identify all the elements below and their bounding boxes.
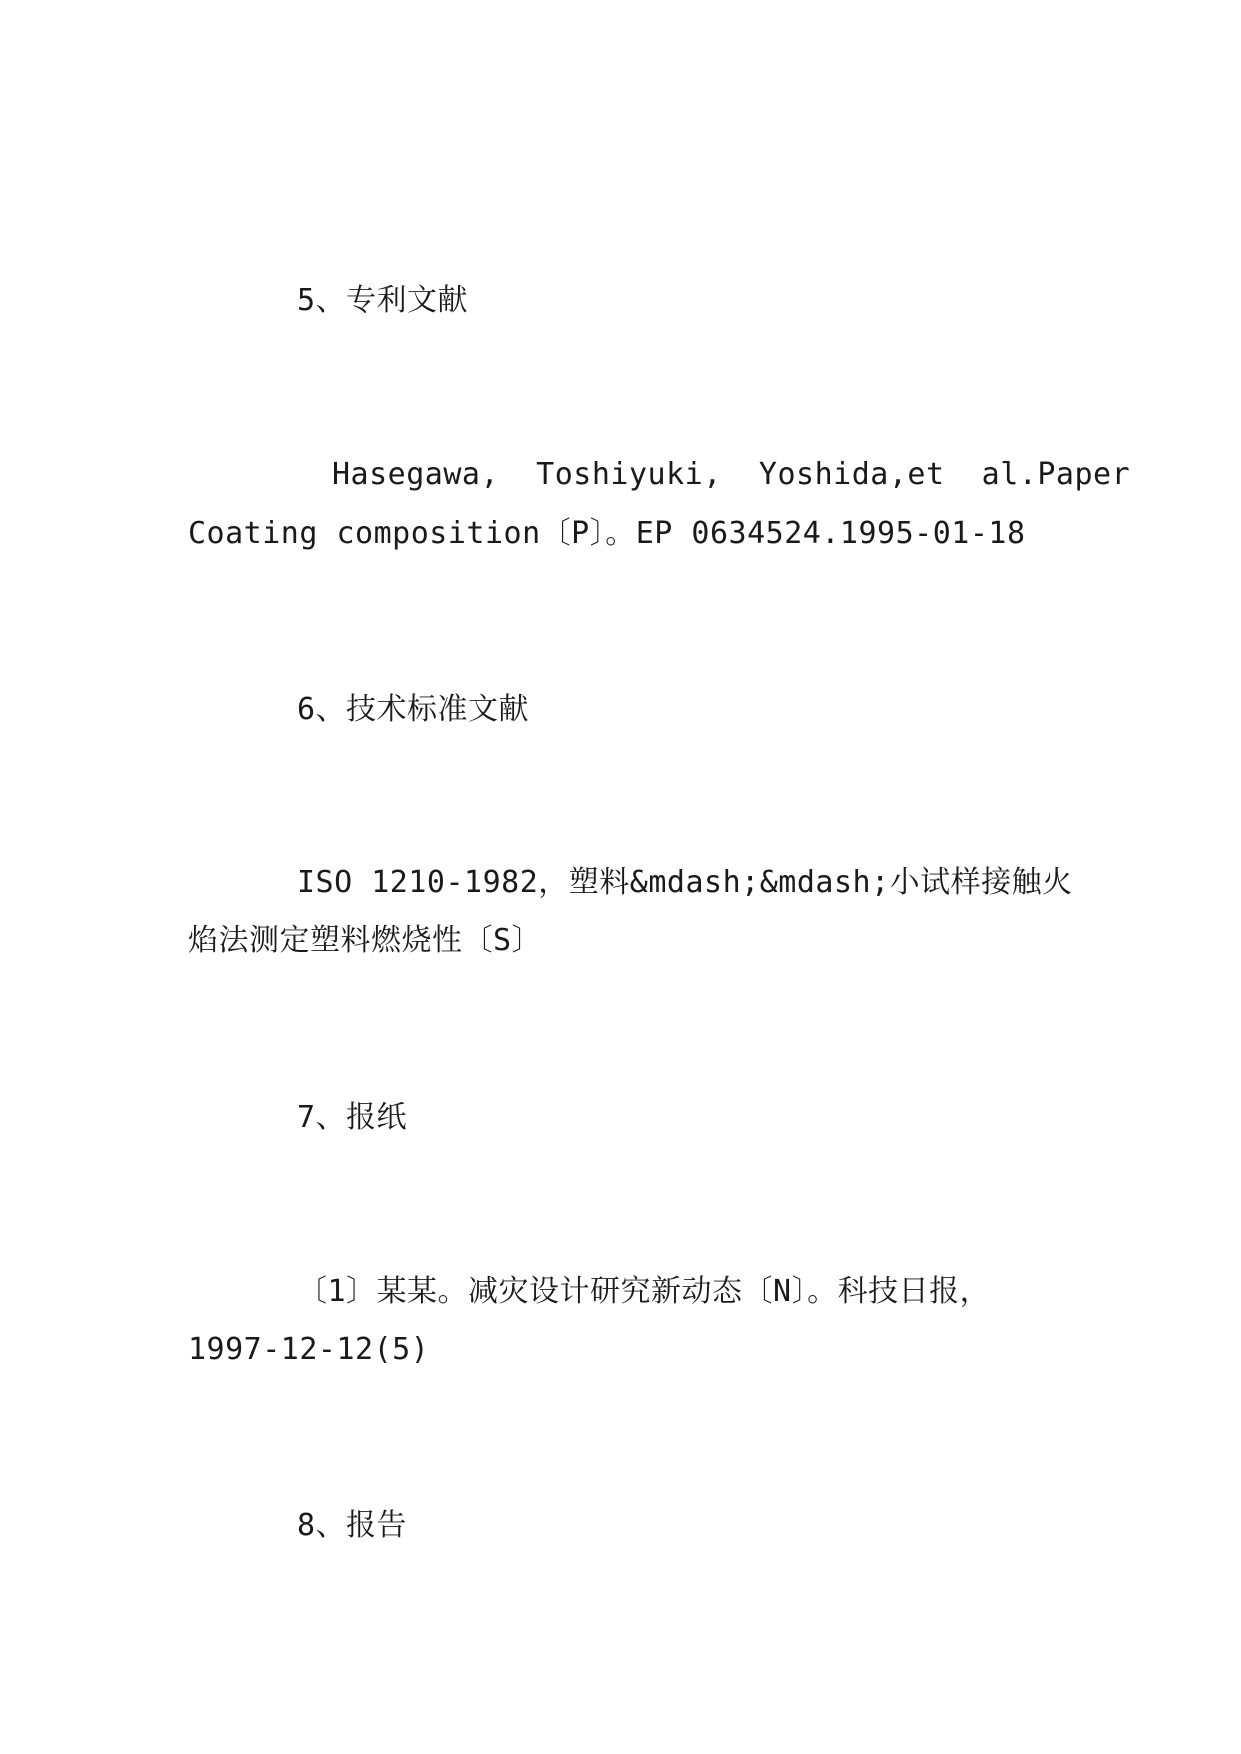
- newspaper-citation-line-1: 〔1〕某某。减灾设计研究新动态〔N〕。科技日报，: [297, 1274, 991, 1309]
- section-heading-patent: 5、专利文献: [297, 283, 469, 318]
- section-heading-standard: 6、技术标准文献: [297, 692, 530, 727]
- patent-citation-line-2: Coating composition〔P〕。EP 0634524.1995-01-18: [188, 516, 1026, 551]
- section-heading-report: 8、报告: [297, 1508, 408, 1543]
- patent-citation-line-1: Hasegawa, Toshiyuki, Yoshida,et al.Paper: [332, 457, 1131, 492]
- newspaper-citation-line-2: 1997-12-12(5): [188, 1332, 430, 1367]
- section-heading-newspaper: 7、报纸: [297, 1100, 408, 1135]
- standard-citation-line-1: ISO 1210-1982，塑料&mdash;&mdash;小试样接触火: [297, 865, 1073, 900]
- standard-citation-line-2: 焰法测定塑料燃烧性〔S〕: [188, 923, 543, 958]
